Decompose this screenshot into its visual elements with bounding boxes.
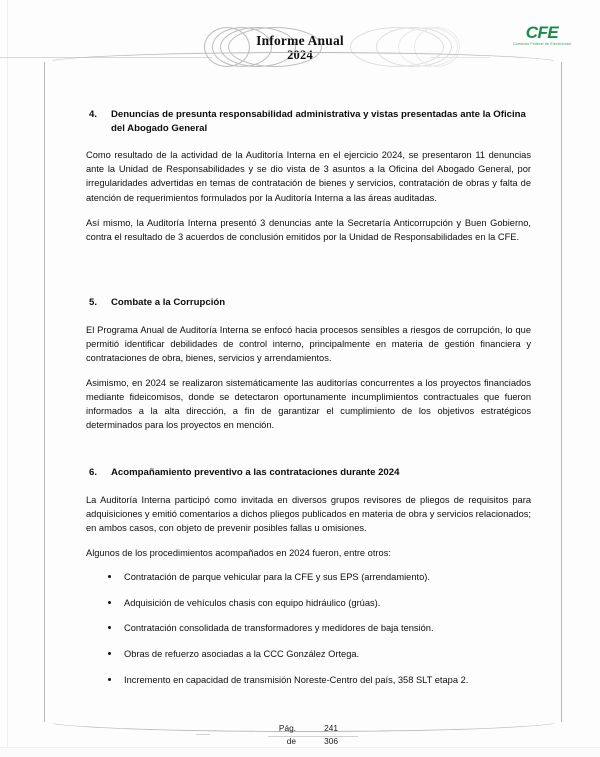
bullet-dot-icon	[108, 575, 111, 578]
section-6-paragraph-1: La Auditoría Interna participó como invitada en diversos grupos revisores de pliegos de requisitos para adquisiciones y emitió comentarios a dichos pliegos publicados en materia de obra y servicios relacionados; en ambos casos, con objeto de prevenir posibles fallas u omisiones.	[86, 495, 531, 534]
bullet-dot-icon	[108, 678, 111, 681]
scan-bottom-strip	[0, 747, 600, 757]
cfe-logo-subtitle: Comisión Federal de Electricidad	[513, 42, 571, 46]
list-item-text: Obras de refuerzo asociadas a la CCC González Ortega.	[124, 649, 360, 660]
section-5-heading	[86, 296, 531, 310]
footer-rule-left	[196, 734, 210, 735]
page-total: 306	[324, 735, 338, 746]
section-6-title: Acompañamiento preventivo a las contrataciones durante 2024	[111, 467, 400, 479]
list-item	[86, 571, 531, 585]
scan-left-edge	[7, 0, 8, 757]
page-of-label: de	[286, 735, 296, 746]
cfe-logo-mark: CFE	[525, 23, 559, 42]
page-total-row	[262, 735, 362, 748]
list-item	[86, 622, 531, 636]
section-5-paragraph-2: Asimismo, en 2024 se realizaron sistemáticamente las auditorías concurrentes a los proyectos financiados mediante fideicomisos, donde se detectaron oportunamente incumplimientos contractuales que fueron informados a la alta dirección, a fin de garantizar el cumplimiento de los objetivos estratégicos determinados para los proyectos en mención.	[86, 377, 531, 431]
section-4	[86, 108, 531, 244]
section-6-paragraph-2: Algunos de los procedimientos acompañados en 2024 fueron, entre otros:	[86, 548, 391, 559]
cfe-logo	[506, 24, 578, 54]
section-4-title: Denuncias de presunta responsabilidad administrativa y vistas presentadas ante la Oficina del Abogado General	[111, 109, 526, 134]
section-5-title: Combate a la Corrupción	[111, 296, 226, 308]
bullet-dot-icon	[108, 652, 111, 655]
section-6-heading	[86, 466, 531, 480]
list-item-text: Adquisición de vehículos chasis con equipo hidráulico (grúas).	[124, 597, 381, 608]
list-item-text: Contratación consolidada de transformadores y medidores de baja tensión.	[124, 623, 434, 634]
section-5	[86, 296, 531, 432]
section-5-number: 5.	[89, 296, 98, 308]
report-title-text: Informe Anual	[256, 33, 344, 48]
page-label: Pág.	[278, 723, 296, 733]
section-4-paragraph-1: Como resultado de la actividad de la Auditoría Interna en el ejercicio 2024, se presentaron 11 denuncias ante la Unidad de Responsabilidades y se dio vista de 3 asuntos a la Oficina del Abogado General, por irregularidades advertidas en temas de contratación de bienes y servicios, contratación de obras y falta de atención de requerimientos formulados por la Auditoría Interna a las áreas auditadas.	[86, 150, 531, 203]
bullet-dot-icon	[108, 626, 111, 629]
section-spacer-2	[86, 432, 531, 466]
page-number-block	[262, 722, 362, 748]
section-4-number: 4.	[89, 109, 98, 120]
document-content	[86, 108, 531, 688]
list-item	[86, 674, 531, 688]
list-item-text: Incremento en capacidad de transmisión Noreste-Centro del país, 358 SLT etapa 2.	[124, 675, 469, 686]
section-4-paragraph-2: Así mismo, la Auditoría Interna presentó 3 denuncias ante la Secretaría Anticorrupción y Buen Gobierno, contra el resultado de 3 acuerdos de conclusión emitidos por la Unidad de Responsabilidades en la CFE.	[86, 217, 531, 242]
bullet-dot-icon	[108, 601, 111, 604]
section-6-bullet-list	[86, 571, 531, 689]
report-year: 2024	[287, 48, 313, 63]
section-6-number: 6.	[89, 467, 98, 479]
section-spacer-1	[86, 244, 531, 296]
section-6	[86, 466, 531, 688]
page-number: 241	[324, 723, 338, 733]
list-item	[86, 648, 531, 662]
section-4-heading	[86, 108, 531, 135]
page-current-row	[262, 722, 362, 735]
list-item-text: Contratación de parque vehicular para la CFE y sus EPS (arrendamiento).	[124, 571, 430, 582]
list-item	[86, 597, 531, 611]
section-5-paragraph-1: El Programa Anual de Auditoría Interna se enfocó hacia procesos sensibles a riesgos de corrupción, lo que permitió identificar debilidades de control interno, principalmente en materia de gestión financiera y contrataciones de obra, bienes, servicios y arrendamientos.	[86, 324, 531, 363]
